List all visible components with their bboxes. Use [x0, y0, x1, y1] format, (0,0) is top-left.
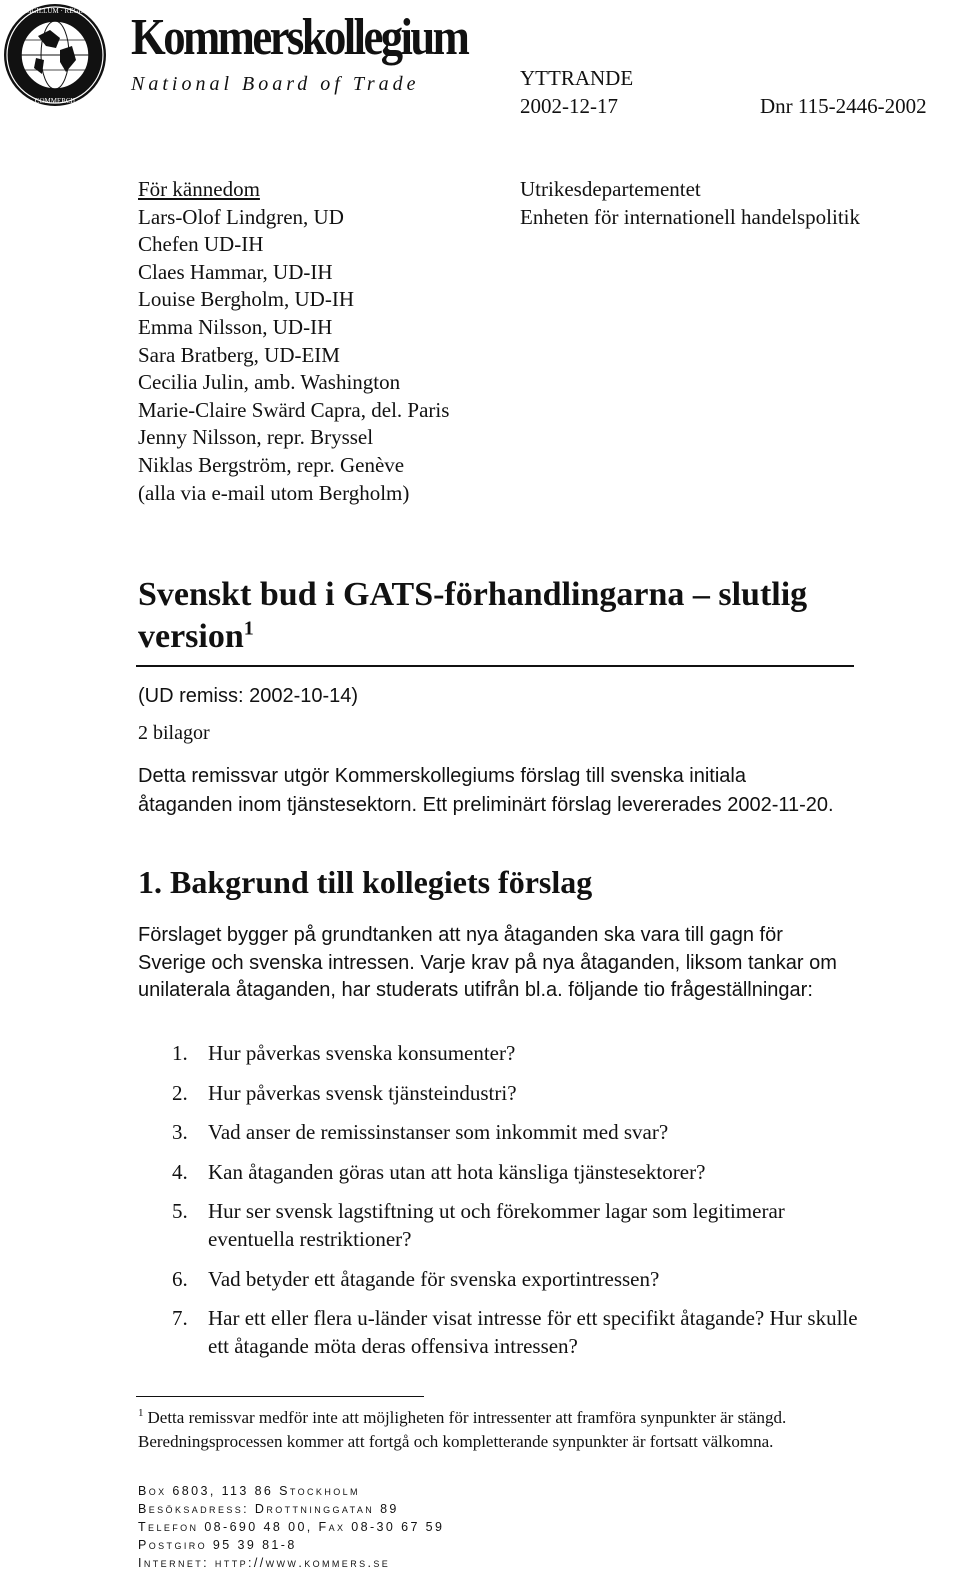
- footnote: [138, 1406, 848, 1454]
- section-paragraph: Förslaget bygger på grundtanken att nya åtaganden ska vara till gagn för Sverige och svenska intressen. Varje krav på nya åtaganden, liksom tankar om unilaterala åtaganden, har studerats utifrån bl.a. följande tio frågeställningar:: [138, 924, 837, 1002]
- list-item: [172, 1159, 872, 1187]
- document-type: YTTRANDE: [520, 66, 634, 90]
- distribution-list: [138, 176, 449, 507]
- recipient-address: [520, 176, 860, 231]
- list-item-number: 5.: [172, 1199, 188, 1224]
- distribution-name: Cecilia Julin, amb. Washington: [138, 370, 401, 395]
- list-item-text: Hur ser svensk lagstiftning ut och förekommer lagar som legitimerar eventuella restriktioner?: [208, 1199, 785, 1251]
- list-item: [172, 1119, 872, 1147]
- questions-list: [172, 1040, 872, 1372]
- address-visit: Besöksadress: Drottninggatan 89: [138, 1502, 399, 1516]
- remiss-reference: (UD remiss: 2002-10-14): [138, 685, 359, 707]
- list-item-text: Vad betyder ett åtagande för svenska exportintressen?: [208, 1266, 660, 1291]
- list-item-text: Vad anser de remissinstanser som inkommit med svar?: [208, 1120, 669, 1145]
- list-item: [172, 1080, 872, 1108]
- brand-subtitle: National Board of Trade: [131, 73, 420, 95]
- list-item-text: Kan åtaganden göras utan att hota känsliga tjänstesektorer?: [208, 1159, 706, 1184]
- footnote-reference: 1: [243, 617, 254, 640]
- distribution-name: Lars-Olof Lindgren, UD: [138, 204, 344, 229]
- distribution-name: Chefen UD-IH: [138, 232, 264, 257]
- distribution-heading: För kännedom: [138, 177, 260, 201]
- list-item-number: 1.: [172, 1041, 188, 1065]
- document-date: 2002-12-17: [520, 94, 618, 118]
- list-item: [172, 1198, 872, 1253]
- svg-text:SIGILLUM · REGIS: SIGILLUM · REGIS: [25, 7, 85, 15]
- title-divider: [136, 665, 854, 667]
- intro-paragraph: Detta remissvar utgör Kommerskollegiums förslag till svenska initiala åtaganden inom tjänstesektorn. Ett preliminärt förslag levererades 2002-11-20.: [138, 765, 834, 816]
- list-item-text: Hur påverkas svenska konsumenter?: [208, 1041, 516, 1065]
- list-item: [172, 1305, 872, 1360]
- document-number: Dnr 115-2446-2002: [760, 94, 927, 118]
- address-postgiro: Postgiro 95 39 81-8: [138, 1538, 297, 1552]
- footnote-text: Detta remissvar medför inte att möjligheten för intressenter att framföra synpunkter är stängd. Beredningsprocessen kommer att fortgå och kompletterande synpunkter är fortsatt välkomna.: [138, 1408, 787, 1451]
- list-item-text: Hur påverkas svensk tjänsteindustri?: [208, 1080, 517, 1105]
- footnote-divider: [136, 1396, 424, 1397]
- list-item: [172, 1040, 872, 1068]
- document-title-text: Svenskt bud i GATS-förhandlingarna – slutlig version: [138, 576, 808, 655]
- document-title: [138, 574, 858, 658]
- list-item: [172, 1266, 872, 1294]
- recipient-line: Enheten för internationell handelspolitik: [520, 204, 860, 229]
- address-phone: Telefon 08-690 48 00, Fax 08-30 67 59: [138, 1520, 445, 1534]
- distribution-name: Marie-Claire Swärd Capra, del. Paris: [138, 397, 450, 422]
- list-item-number: 4.: [172, 1159, 188, 1184]
- list-item-number: 2.: [172, 1080, 188, 1105]
- attachments-count: 2 bilagor: [138, 722, 210, 744]
- national-board-of-trade-seal: [2, 2, 108, 108]
- list-item-number: 7.: [172, 1306, 188, 1331]
- distribution-name: Niklas Bergström, repr. Genève: [138, 452, 405, 477]
- list-item-number: 6.: [172, 1266, 188, 1291]
- distribution-name: Louise Bergholm, UD-IH: [138, 287, 354, 312]
- list-item-text: Har ett eller flera u-länder visat intresse för ett specifikt åtagande? Hur skulle ett åtagande möta deras offensiva intressen?: [208, 1306, 858, 1358]
- distribution-name: Emma Nilsson, UD-IH: [138, 314, 333, 339]
- svg-text:· COMMERCII ·: · COMMERCII ·: [30, 97, 80, 105]
- distribution-name: Jenny Nilsson, repr. Bryssel: [138, 425, 374, 450]
- distribution-name: Claes Hammar, UD-IH: [138, 259, 333, 284]
- list-item-number: 3.: [172, 1120, 188, 1145]
- distribution-name: Sara Bratberg, UD-EIM: [138, 342, 340, 367]
- brand-name: Kommerskollegium: [131, 9, 468, 66]
- section-heading: 1. Bakgrund till kollegiets förslag: [138, 864, 593, 900]
- address-internet: Internet: http://www.kommers.se: [138, 1556, 391, 1570]
- recipient-line: Utrikesdepartementet: [520, 177, 701, 201]
- address-box: Box 6803, 113 86 Stockholm: [138, 1484, 360, 1498]
- organization-address: [138, 1482, 444, 1572]
- distribution-note: (alla via e-mail utom Bergholm): [138, 480, 410, 505]
- footnote-number: 1: [138, 1407, 144, 1420]
